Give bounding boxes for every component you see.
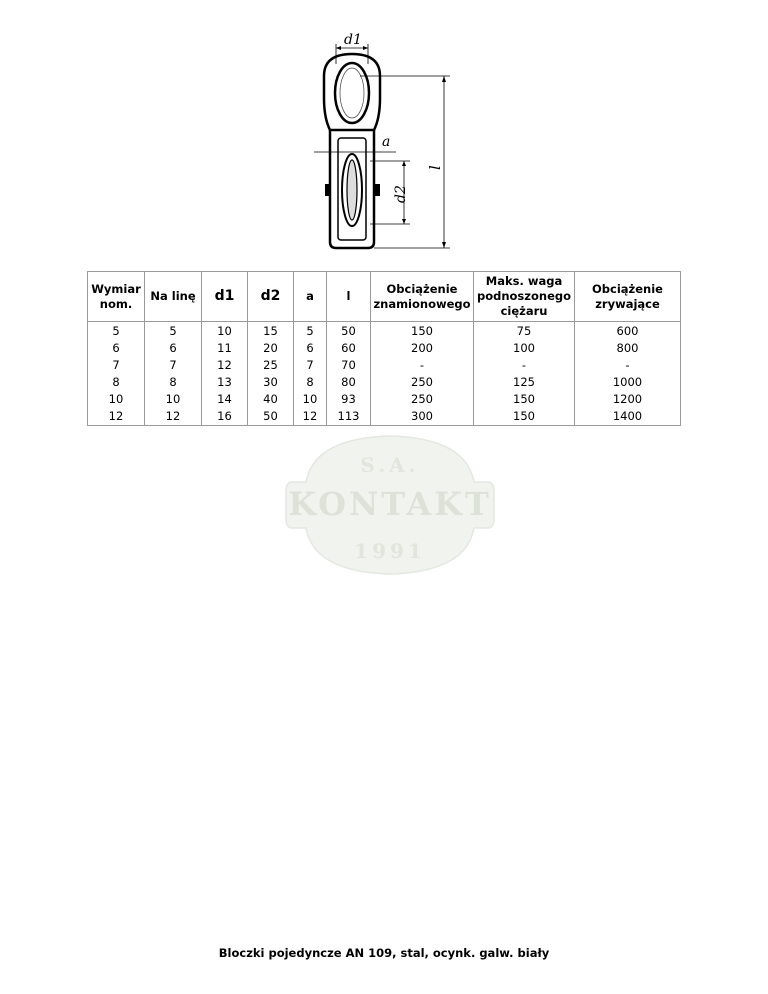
table-cell: 5 xyxy=(145,322,202,341)
table-cell: 20 xyxy=(248,340,294,357)
axle-bolt-right xyxy=(374,184,380,196)
table-cell: 12 xyxy=(294,408,327,426)
table-cell: 6 xyxy=(145,340,202,357)
table-row xyxy=(88,322,681,341)
table-cell: 25 xyxy=(248,357,294,374)
table-cell: 113 xyxy=(327,408,371,426)
table-cell: - xyxy=(371,357,474,374)
pulley-block-drawing xyxy=(300,30,480,260)
table-cell: 5 xyxy=(294,322,327,341)
label-a: a xyxy=(382,134,391,150)
table-cell: 8 xyxy=(145,374,202,391)
table-cell: 1400 xyxy=(575,408,681,426)
table-cell: 30 xyxy=(248,374,294,391)
table-cell: 300 xyxy=(371,408,474,426)
table-cell: 250 xyxy=(371,374,474,391)
table-header-row xyxy=(88,272,681,322)
table-cell: 100 xyxy=(474,340,575,357)
header-a: a xyxy=(294,272,327,322)
label-l: l xyxy=(426,165,444,170)
table-cell: 600 xyxy=(575,322,681,341)
table-cell: 200 xyxy=(371,340,474,357)
pulley-block-svg xyxy=(300,30,480,260)
table-cell: 15 xyxy=(248,322,294,341)
axle-bolt-left xyxy=(325,184,331,196)
header-obciazenie-znamionowego: Obciążenie znamionowego xyxy=(371,272,474,322)
table-cell: 75 xyxy=(474,322,575,341)
table-cell: 8 xyxy=(294,374,327,391)
label-d1: d1 xyxy=(344,32,362,48)
table-cell: 16 xyxy=(202,408,248,426)
table-cell: 6 xyxy=(88,340,145,357)
table-cell: 150 xyxy=(371,322,474,341)
table-row xyxy=(88,374,681,391)
table-cell: 11 xyxy=(202,340,248,357)
table-cell: 1200 xyxy=(575,391,681,408)
header-wymiar-nom: Wymiar nom. xyxy=(88,272,145,322)
table-cell: 40 xyxy=(248,391,294,408)
table-cell: 800 xyxy=(575,340,681,357)
table-cell: 50 xyxy=(327,322,371,341)
eye-hole-inner xyxy=(340,68,364,118)
sheave-groove xyxy=(347,160,357,220)
table-cell: 12 xyxy=(145,408,202,426)
table-cell: 12 xyxy=(88,408,145,426)
table-row xyxy=(88,340,681,357)
header-d2: d2 xyxy=(248,272,294,322)
table-cell: - xyxy=(575,357,681,374)
table-cell: 7 xyxy=(88,357,145,374)
table-body xyxy=(88,322,681,426)
table-cell: 8 xyxy=(88,374,145,391)
table-cell: 1000 xyxy=(575,374,681,391)
table-cell: 6 xyxy=(294,340,327,357)
header-obciazenie-zrywajace: Obciążenie zrywające xyxy=(575,272,681,322)
table-cell: 10 xyxy=(202,322,248,341)
table-cell: 80 xyxy=(327,374,371,391)
watermark-top: S.A. xyxy=(360,453,420,477)
header-maks-waga: Maks. waga podnoszonego ciężaru xyxy=(474,272,575,322)
header-na-line: Na linę xyxy=(145,272,202,322)
kontakt-watermark-logo xyxy=(284,430,496,580)
table-cell: 93 xyxy=(327,391,371,408)
table-row xyxy=(88,391,681,408)
header-d1: d1 xyxy=(202,272,248,322)
table-cell: 14 xyxy=(202,391,248,408)
table-cell: 60 xyxy=(327,340,371,357)
header-l: l xyxy=(327,272,371,322)
label-d2: d2 xyxy=(393,185,409,203)
table-cell: 50 xyxy=(248,408,294,426)
table-row xyxy=(88,357,681,374)
table-cell: 10 xyxy=(145,391,202,408)
table-cell: - xyxy=(474,357,575,374)
product-caption: Bloczki pojedyncze AN 109, stal, ocynk. galw. biały xyxy=(218,946,550,960)
specification-table xyxy=(87,271,681,426)
table-cell: 10 xyxy=(294,391,327,408)
eye-outer xyxy=(324,54,380,130)
table-row xyxy=(88,408,681,426)
table-cell: 13 xyxy=(202,374,248,391)
watermark-bottom: 1991 xyxy=(354,539,426,563)
table-cell: 250 xyxy=(371,391,474,408)
table-cell: 5 xyxy=(88,322,145,341)
table-cell: 7 xyxy=(145,357,202,374)
table-cell: 12 xyxy=(202,357,248,374)
table-cell: 125 xyxy=(474,374,575,391)
table-cell: 10 xyxy=(88,391,145,408)
table-cell: 7 xyxy=(294,357,327,374)
table-cell: 150 xyxy=(474,408,575,426)
table-cell: 70 xyxy=(327,357,371,374)
watermark-middle: KONTAKT xyxy=(288,485,492,523)
watermark-svg xyxy=(284,430,496,580)
table-cell: 150 xyxy=(474,391,575,408)
